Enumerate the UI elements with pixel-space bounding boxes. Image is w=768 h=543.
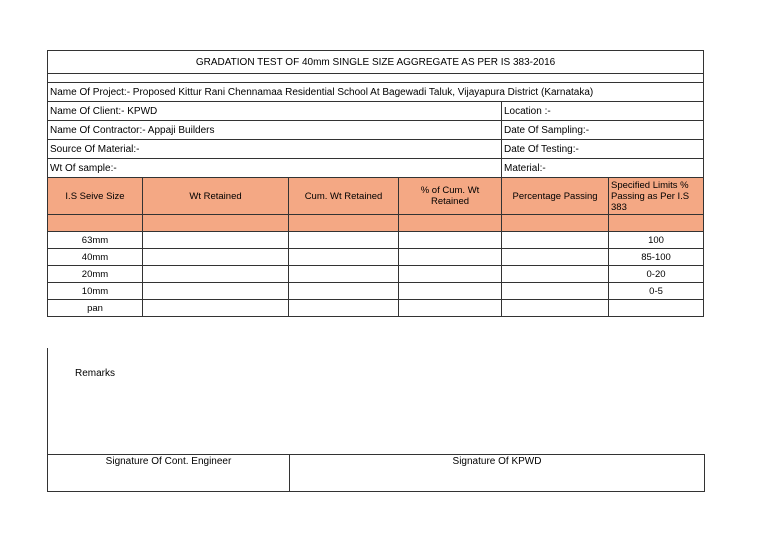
signature-table: [47, 454, 705, 492]
header-band-row: [48, 215, 704, 232]
spec-limit: 85-100: [609, 249, 704, 266]
wt-sample-field: Wt Of sample:-: [48, 159, 502, 178]
sieve-size: 40mm: [48, 249, 143, 266]
gradation-table: [47, 50, 704, 317]
signature-kpwd: Signature Of KPWD: [290, 455, 705, 492]
column-header-row: [48, 178, 704, 215]
sieve-size: 20mm: [48, 266, 143, 283]
sheet-title: GRADATION TEST OF 40mm SINGLE SIZE AGGREGATE AS PER IS 383-2016: [48, 51, 704, 74]
spec-limit: 0-5: [609, 283, 704, 300]
location-field: Location :-: [502, 102, 704, 121]
column-header: Wt Retained: [143, 178, 289, 215]
table-row: [48, 249, 704, 266]
sieve-size: 63mm: [48, 232, 143, 249]
table-row: [48, 300, 704, 317]
spec-limit: 0-20: [609, 266, 704, 283]
table-row: [48, 232, 704, 249]
source-material-field: Source Of Material:-: [48, 140, 502, 159]
test-sheet: [47, 50, 703, 317]
column-header: Specified Limits % Passing as Per I.S 383: [609, 178, 704, 215]
column-header: I.S Seive Size: [48, 178, 143, 215]
column-header: % of Cum. Wt Retained: [399, 178, 502, 215]
column-header: Cum. Wt Retained: [289, 178, 399, 215]
date-testing-field: Date Of Testing:-: [502, 140, 704, 159]
remarks-label: Remarks: [75, 368, 116, 379]
spacer: [48, 74, 704, 83]
date-sampling-field: Date Of Sampling:-: [502, 121, 704, 140]
spec-limit: [609, 300, 704, 317]
material-field: Material:-: [502, 159, 704, 178]
table-row: [48, 266, 704, 283]
client-name: Name Of Client:- KPWD: [48, 102, 502, 121]
project-name: Name Of Project:- Proposed Kittur Rani Chennamaa Residential School At Bagewadi Taluk, Vijayapura District (Karnataka): [48, 83, 704, 102]
sieve-size: pan: [48, 300, 143, 317]
contractor-name: Name Of Contractor:- Appaji Builders: [48, 121, 502, 140]
column-header: Percentage Passing: [502, 178, 609, 215]
spec-limit: 100: [609, 232, 704, 249]
sieve-size: 10mm: [48, 283, 143, 300]
table-row: [48, 283, 704, 300]
signature-cont-engineer: Signature Of Cont. Engineer: [48, 455, 290, 492]
